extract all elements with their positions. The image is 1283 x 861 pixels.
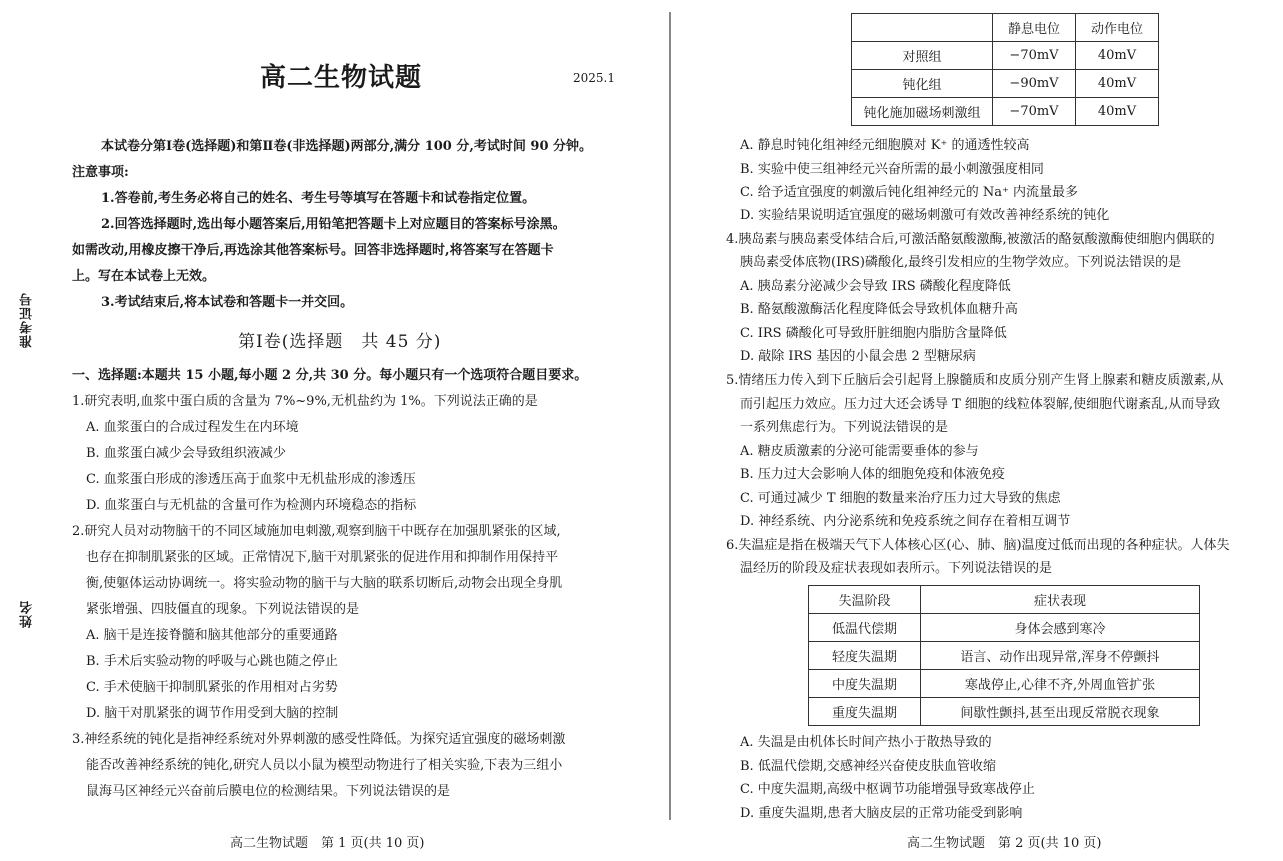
- table-cell: 间歇性颤抖,甚至出现反常脱衣现象: [921, 698, 1200, 726]
- table-cell: 寒战停止,心律不齐,外周血管扩张: [921, 670, 1200, 698]
- q5-option-a: A. 糖皮质激素的分泌可能需要垂体的参与: [740, 444, 979, 459]
- table-cell: 40mV: [1076, 42, 1159, 70]
- q2-stem: 也存在抑制肌紧张的区域。正常情况下,脑干对肌紧张的促进作用和抑制作用保持平: [86, 550, 559, 565]
- section-title: 第Ⅰ卷(选择题 共 45 分): [238, 332, 442, 352]
- hypothermia-table: [808, 585, 1200, 726]
- table-cell: 重度失温期: [809, 698, 921, 726]
- intro-text: 本试卷分第Ⅰ卷(选择题)和第Ⅱ卷(非选择题)两部分,满分 100 分,考试时间 90 分钟。: [101, 139, 593, 154]
- table-cell: −70mV: [993, 42, 1076, 70]
- q3-stem: 能否改善神经系统的钝化,研究人员以小鼠为模型动物进行了相关实验,下表为三组小: [86, 758, 563, 773]
- exam-id-label: 准考证号: [20, 292, 35, 348]
- q3-option-d: D. 实验结果说明适宜强度的磁场刺激可有效改善神经系统的钝化: [740, 208, 1110, 223]
- q3-stem: 3.神经系统的钝化是指神经系统对外界刺激的感受性降低。为探究适宜强度的磁场刺激: [72, 732, 566, 747]
- table-cell: 钝化组: [852, 70, 993, 98]
- q4-stem: 胰岛素受体底物(IRS)磷酸化,最终引发相应的生物学效应。下列说法错误的是: [740, 255, 1182, 270]
- q6-stem: 6.失温症是指在极端天气下人体核心区(心、肺、脑)温度过低而出现的各种症状。人体失: [726, 538, 1230, 553]
- table-header: [852, 14, 993, 42]
- q2-option-a: A. 脑干是连接脊髓和脑其他部分的重要通路: [86, 628, 338, 643]
- page-2-footer: 高二生物试题 第 2 页(共 10 页): [907, 836, 1102, 851]
- q2-option-c: C. 手术使脑干抑制肌紧张的作用相对占劣势: [86, 680, 338, 695]
- table-cell: 中度失温期: [809, 670, 921, 698]
- table-header: 失温阶段: [809, 586, 921, 614]
- q4-stem: 4.胰岛素与胰岛素受体结合后,可激活酪氨酸激酶,被激活的酪氨酸激酶使细胞内偶联的: [726, 232, 1215, 247]
- q4-option-c: C. IRS 磷酸化可导致肝脏细胞内脂肪含量降低: [740, 326, 1007, 341]
- paper-title: 高二生物试题: [260, 63, 423, 93]
- notice-line: 1.答卷前,考生务必将自己的姓名、考生号等填写在答题卡和试卷指定位置。: [101, 191, 536, 206]
- q3-option-b: B. 实验中使三组神经元兴奋所需的最小刺激强度相同: [740, 162, 1044, 177]
- q1-option-d: D. 血浆蛋白与无机盐的含量可作为检测内环境稳态的指标: [86, 498, 417, 513]
- q6-option-a: A. 失温是由机体长时间产热小于散热导致的: [740, 735, 992, 750]
- q6-option-d: D. 重度失温期,患者大脑皮层的正常功能受到影响: [740, 806, 1023, 821]
- table-cell: 钝化施加磁场刺激组: [852, 98, 993, 126]
- membrane-potential-table: [851, 13, 1159, 126]
- q6-option-b: B. 低温代偿期,交感神经兴奋使皮肤血管收缩: [740, 759, 996, 774]
- q4-option-d: D. 敲除 IRS 基因的小鼠会患 2 型糖尿病: [740, 349, 976, 364]
- q5-stem: 5.情绪压力传入到下丘脑后会引起肾上腺髓质和皮质分别产生肾上腺素和糖皮质激素,从: [726, 373, 1224, 388]
- q2-stem: 紧张增强、四肢僵直的现象。下列说法错误的是: [86, 602, 360, 617]
- table-header: 静息电位: [993, 14, 1076, 42]
- q5-option-b: B. 压力过大会影响人体的细胞免疫和体液免疫: [740, 467, 1005, 482]
- table-cell: 身体会感到寒冷: [921, 614, 1200, 642]
- q6-option-c: C. 中度失温期,高级中枢调节功能增强导致寒战停止: [740, 782, 1035, 797]
- notice-line: 3.考试结束后,将本试卷和答题卡一并交回。: [101, 295, 354, 310]
- q5-option-d: D. 神经系统、内分泌系统和免疫系统之间存在着相互调节: [740, 514, 1071, 529]
- table-cell: 语言、动作出现异常,浑身不停颤抖: [921, 642, 1200, 670]
- paper-date: 2025.1: [573, 71, 615, 85]
- notice-line: 如需改动,用橡皮擦干净后,再选涂其他答案标号。回答非选择题时,将答案写在答题卡: [72, 243, 554, 258]
- table-cell: 40mV: [1076, 98, 1159, 126]
- notice-heading: 注意事项:: [72, 165, 129, 180]
- q2-stem: 2.研究人员对动物脑干的不同区域施加电刺激,观察到脑干中既存在加强肌紧张的区域,: [72, 524, 561, 539]
- q1-option-a: A. 血浆蛋白的合成过程发生在内环境: [86, 420, 299, 435]
- q1-stem: 1.研究表明,血浆中蛋白质的含量为 7%~9%,无机盐约为 1%。下列说法正确的是: [72, 394, 538, 409]
- q5-stem: 一系列焦虑行为。下列说法错误的是: [740, 420, 949, 435]
- q1-option-c: C. 血浆蛋白形成的渗透压高于血浆中无机盐形成的渗透压: [86, 472, 416, 487]
- q5-option-c: C. 可通过减少 T 细胞的数量来治疗压力过大导致的焦虑: [740, 491, 1061, 506]
- notice-line: 上。写在本试卷上无效。: [72, 269, 216, 284]
- q3-option-c: C. 给予适宜强度的刺激后钝化组神经元的 Na⁺ 内流量最多: [740, 185, 1079, 200]
- q1-option-b: B. 血浆蛋白减少会导致组织液减少: [86, 446, 286, 461]
- table-cell: 低温代偿期: [809, 614, 921, 642]
- q2-option-d: D. 脑干对肌紧张的调节作用受到大脑的控制: [86, 706, 339, 721]
- q3-stem: 鼠海马区神经元兴奋前后膜电位的检测结果。下列说法错误的是: [86, 784, 451, 799]
- q5-stem: 而引起压力效应。压力过大还会诱导 T 细胞的线粒体裂解,使细胞代谢紊乱,从而导致: [740, 397, 1221, 412]
- page-1-footer: 高二生物试题 第 1 页(共 10 页): [230, 836, 425, 851]
- table-cell: 轻度失温期: [809, 642, 921, 670]
- q6-stem: 温经历的阶段及症状表现如表所示。下列说法错误的是: [740, 561, 1053, 576]
- q2-stem: 衡,使躯体运动协调统一。将实验动物的脑干与大脑的联系切断后,动物会出现全身肌: [86, 576, 563, 591]
- table-header: 动作电位: [1076, 14, 1159, 42]
- q3-option-a: A. 静息时钝化组神经元细胞膜对 K⁺ 的通透性较高: [740, 138, 1030, 153]
- q4-option-b: B. 酪氨酸激酶活化程度降低会导致机体血糖升高: [740, 302, 1018, 317]
- q2-option-b: B. 手术后实验动物的呼吸与心跳也随之停止: [86, 654, 338, 669]
- page-divider: [669, 12, 671, 820]
- table-cell: 40mV: [1076, 70, 1159, 98]
- table-cell: −90mV: [993, 70, 1076, 98]
- table-cell: −70mV: [993, 98, 1076, 126]
- notice-line: 2.回答选择题时,选出每小题答案后,用铅笔把答题卡上对应题目的答案标号涂黑。: [101, 217, 566, 232]
- table-cell: 对照组: [852, 42, 993, 70]
- table-header: 症状表现: [921, 586, 1200, 614]
- part-heading: 一、选择题:本题共 15 小题,每小题 2 分,共 30 分。每小题只有一个选项符合题目要求。: [72, 368, 588, 383]
- q4-option-a: A. 胰岛素分泌减少会导致 IRS 磷酸化程度降低: [740, 279, 1011, 294]
- name-label: 姓名: [20, 600, 35, 628]
